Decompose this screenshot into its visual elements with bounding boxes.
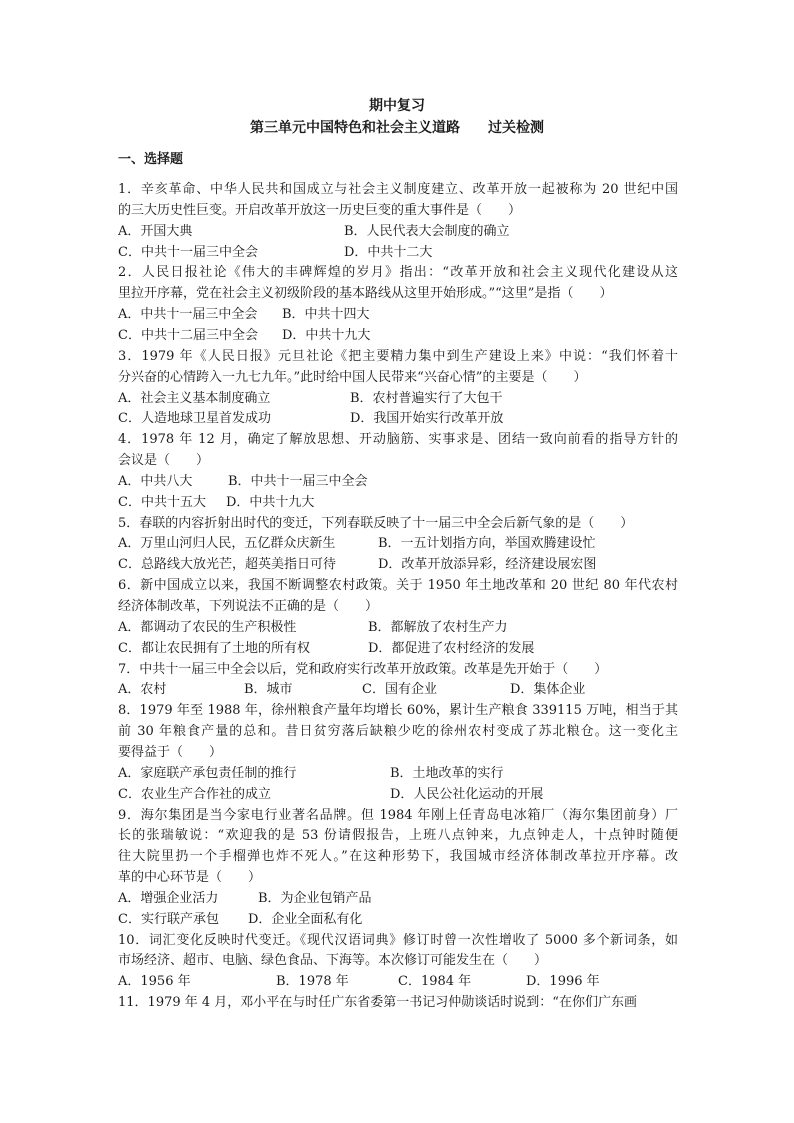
question-stem-line: 革的中心环节是（ ） [118,870,262,886]
answer-option[interactable]: C．国有企业 [362,682,437,698]
answer-option[interactable]: D．人民公社化运动的开展 [390,786,544,802]
answer-option[interactable]: C．都让农民拥有了土地的所有权 [118,640,310,656]
subtitle-tail: 过关检测 [488,120,544,136]
answer-option[interactable]: A．万里山河归人民，五亿群众庆新生 [118,536,336,552]
answer-option[interactable]: B．城市 [244,682,293,698]
answer-option[interactable]: B．中共十四大 [282,307,370,323]
answer-option[interactable]: C．中共十五大 [118,494,206,510]
answer-option[interactable]: C．中共十一届三中全会 [118,244,258,260]
question-stem-line: 10．词汇变化反映时代变迁。《现代汉语词典》修订时曾一次性增收了 5000 多个新词条，如 [118,932,678,948]
answer-option[interactable]: C．农业生产合作社的成立 [118,786,271,802]
answer-option[interactable]: D．改革开放添异彩，经济建设展宏图 [378,557,597,573]
question-stem-line: 经济体制改革，下列说法不正确的是（ ） [118,599,379,614]
question-stem-line: 的三大历史性巨变。开启改革开放这一历史巨变的重大事件是（ ） [118,202,522,218]
answer-option[interactable]: B．人民代表大会制度的确立 [344,223,510,239]
answer-option[interactable]: B．一五计划指方向，举国欢腾建设忙 [378,536,596,552]
answer-option[interactable]: D．企业全面私有化 [248,911,363,927]
answer-option[interactable]: A．家庭联产承包责任制的推行 [118,765,297,781]
answer-option[interactable]: D．中共十九大 [282,327,371,343]
answer-option[interactable]: B．都解放了农村生产力 [368,619,508,635]
answer-option[interactable]: D．我国开始实行改革开放 [350,411,504,427]
answer-option[interactable]: D．集体企业 [510,682,586,698]
answer-option[interactable]: C．1984 年 [398,974,472,990]
question-stem-line: 5．春联的内容折射出时代的变迁，下列春联反映了十一届三中全会后新气象的是（ ） [118,515,634,531]
question-stem-line: 4．1978 年 12 月，确定了解放思想、开动脑筋、实事求是、团结一致向前看的指导方针的 [118,432,678,448]
unit-subtitle [0,119,794,137]
answer-option[interactable]: D．中共十二大 [344,244,433,260]
answer-option[interactable]: A．农村 [118,682,167,698]
answer-option[interactable]: D．都促进了农村经济的发展 [368,640,535,656]
page-title: 期中复习 [369,98,425,114]
question-stem-line: 2．人民日报社论《伟大的丰碑辉煌的岁月》指出：“改革开放和社会主义现代化建设从这 [118,265,678,281]
answer-option[interactable]: D．1996 年 [526,974,600,990]
answer-option[interactable]: C．人造地球卫星首发成功 [118,411,271,427]
question-stem-line: 9．海尔集团是当今家电行业著名品牌。但 1984 年刚上任青岛电冰箱厂（海尔集团前身）厂 [118,807,678,823]
answer-option[interactable]: A．中共八大 [118,473,193,489]
question-stem-line: 11．1979 年 4 月，邓小平在与时任广东省委第一书记习仲勋谈话时说到：“在你们广东画 [118,995,637,1011]
answer-option[interactable]: B．为企业包销产品 [258,890,372,906]
question-stem-line: 7．中共十一届三中全会以后，党和政府实行改革开放政策。改革是先开始于（ ） [118,661,608,677]
answer-option[interactable]: C．总路线大放光芒，超英美指日可待 [118,557,336,573]
question-stem-line: 要得益于（ ） [118,744,223,760]
answer-option[interactable]: A．1956 年 [118,974,191,990]
answer-option[interactable]: B．中共十一届三中全会 [228,473,368,489]
question-stem-line: 前 30 年粮食产量的总和。昔日贫穷落后缺粮少吃的徐州农村变成了苏北粮仓。这一变化主 [118,724,678,740]
answer-option[interactable]: B．1978 年 [276,974,349,990]
question-stem-line: 长的张瑞敏说：“欢迎我的是 53 份请假报告，上班八点钟来，九点钟走人，十点钟时随便 [118,828,678,844]
question-stem-line: 往大院里扔一个手榴弹也炸不死人。”在这种形势下，我国城市经济体制改革拉开序幕。改 [118,849,678,865]
answer-option[interactable]: A．增强企业活力 [118,890,219,906]
question-stem-line: 3．1979 年《人民日报》元旦社论《把主要精力集中到生产建设上来》中说：“我们怀着十 [118,348,678,364]
question-stem-line: 1．辛亥革命、中华人民共和国成立与社会主义制度建立、改革开放一起被称为 20 世纪中国 [118,182,678,197]
question-stem-line: 6．新中国成立以来，我国不断调整农村政策。关于 1950 年土地改革和 20 世纪 80 年代农村 [118,578,678,594]
question-stem-line: 市场经济、超市、电脑、绿色食品、下海等。本次修订可能发生在（ ） [118,953,548,969]
question-stem-line: 8．1979 年至 1988 年，徐州粮食产量年均增长 60%，累计生产粮食 339115 万吨，相当于其 [118,703,678,719]
answer-option[interactable]: A．开国大典 [118,223,193,239]
section-heading: 一、选择题 [118,152,184,167]
answer-option[interactable]: B．土地改革的实行 [390,765,504,781]
unit-name: 第三单元中国特色和社会主义道路 [250,120,460,136]
answer-option[interactable]: A．社会主义基本制度确立 [118,390,271,406]
answer-option[interactable]: D．中共十九大 [226,494,315,510]
answer-option[interactable]: A．都调动了农民的生产积极性 [118,619,297,635]
question-stem-line: 会议是（ ） [118,453,210,469]
answer-option[interactable]: A．中共十一届三中全会 [118,307,258,323]
question-stem-line: 分兴奋的心情跨入一九七九年。”此时给中国人民带来“兴奋心情”的主要是（ ） [118,369,587,385]
question-stem-line: 里拉开序幕，党在社会主义初级阶段的基本路线从这里开始形成。”“这里”是指（ ） [118,286,613,302]
answer-option[interactable]: C．中共十二届三中全会 [118,327,258,343]
answer-option[interactable]: C．实行联产承包 [118,911,219,927]
answer-option[interactable]: B．农村普遍实行了大包干 [350,390,503,406]
